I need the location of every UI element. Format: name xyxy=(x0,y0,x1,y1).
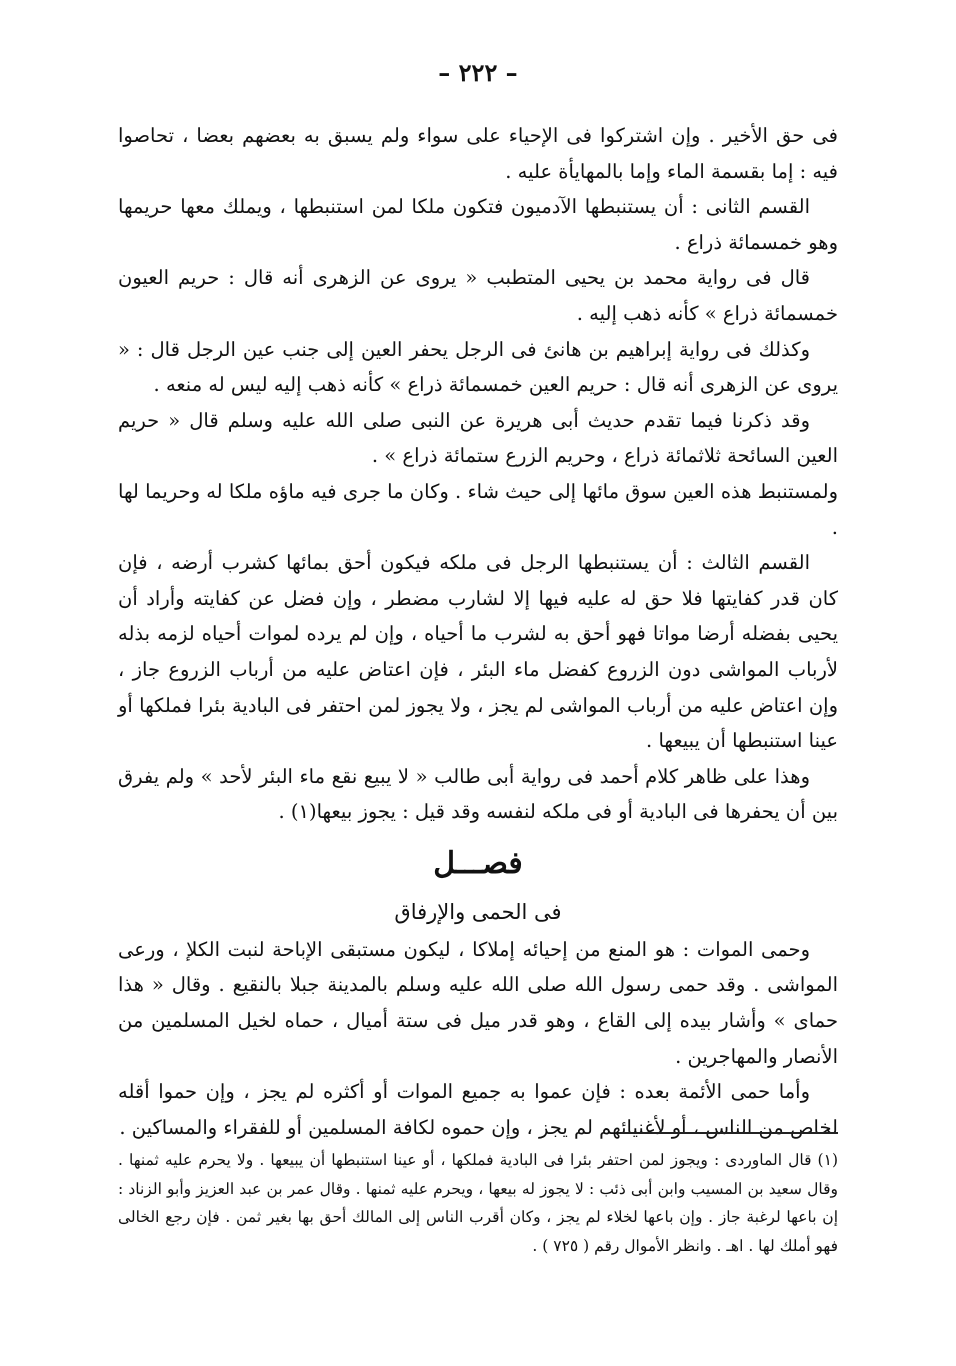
paragraph: وقد ذكرنا فيما تقدم حديث أبى هريرة عن النبى صلى الله عليه وسلم قال « حريم العين السائحة ثلاثمائة ذراع ، وحريم الزرع ستمائة ذراع » . xyxy=(118,408,838,468)
footnotes xyxy=(118,1146,838,1260)
page-number: – ٢٢٢ – xyxy=(438,58,518,87)
paragraph: فى حق الأخير . وإن اشتركوا فى الإحياء على سواء ولم يسبق به بعضهم بعضا ، تحاصوا فيه : إما بقسمة الماء وإما بالمهايأة عليه . xyxy=(118,124,838,183)
paragraph: وهذا على ظاهر كلام أحمد فى رواية أبى طالب « لا يبيع نقع ماء البئر لأحد » ولم يفرق بين أن يحفرها فى البادية أو فى ملكه لنفسه وقد قيل : يجوز بيعها(١) . xyxy=(118,764,838,824)
paragraph: قال فى رواية محمد بن يحيى المتطبب « يروى عن الزهرى أنه قال : حريم العيون خمسمائة ذراع » كأنه ذهب إليه . xyxy=(118,266,838,325)
paragraph: القسم الثانى : أن يستنبطها الآدميون فتكون ملكا لمن استنبطها ، ويملك معها حريمها وهو خمسمائة ذراع . xyxy=(118,195,838,254)
paragraph: وأما حمى الأئمة بعده : فإن عموا به جميع الموات أو أكثره لم يجز ، وإن حموا أقله لخاص من الناس ، أو لأغنيائهم لم يجز ، وإن حموه لكافة المسلمين أو للفقراء والمساكين . xyxy=(118,1080,838,1139)
section-subtitle: فى الحمى والإرفاق xyxy=(394,899,562,924)
footnote: (١) قال الماوردى : ويجوز لمن احتفر بئرا فى البادية فملكها ، أو عينا استنبطها أن يبيعها . ولا يحرم عليه ثمنها . وقال سعيد بن المسيب وابن أبى ذئب : لا يجوز له بيعها ، ويحرم عليه ثمنها . وقال عمر بن عبد العزيز وأبو الزناد : إن باعها لرغبة جاز . وإن باعها لخلاء لم يجز ، وكان أقرب الناس إلى المالك أحق بها بغير ثمن . فإن رجع الخالى فهو أملك لها . اهـ . وانظر الأموال رقم ( ٧٢٥ ) . xyxy=(118,1151,838,1255)
paragraph: ولمستنبط هذه العين سوق مائها إلى حيث شاء . وكان ما جرى فيه ماؤه ملكا له وحريما لها . xyxy=(118,479,838,539)
footnote-divider xyxy=(618,1132,838,1134)
paragraph: القسم الثالث : أن يستنبطها الرجل فى ملكه فيكون أحق بمائها كشرب أرضه ، فإن كان قدر كفايتها فلا حق له عليه فيها إلا لشارب مضطر ، وإن فضل عن كفايته وأراد أن يحيى بفضله أرضا مواتا فهو أحق به لشرب ما أحياه ، وإن لم يرده لموات أحياه لزمه بذله لأرباب المواشى دون الزروع كفضل ماء البئر ، فإن اعتاض عليه من أرباب الزروع جاز ، وإن اعتاض عليه من أرباب المواشى لم يجز ، ولا يجوز لمن احتفر فى البادية بئرا فملكها أو عينا استنبطها أن يبيعها . xyxy=(118,551,838,753)
paragraph: وكذلك فى رواية إبراهيم بن هانئ فى الرجل يحفر العين إلى جنب عين الرجل قال : « يروى عن الزهرى أنه قال : حريم العين خمسمائة ذراع » كأنه ذهب إليه ليس له منعه . xyxy=(118,337,838,397)
section-title: فصـــل xyxy=(433,845,523,881)
main-text xyxy=(118,118,838,1145)
paragraph: وحمى الموات : هو المنع من إحيائه إملاكا ، ليكون مستبقى الإباحة لنبت الكلإ ، ورعى المواشى . وقد حمى رسول الله صلى الله عليه وسلم بالمدينة جبلا بالنقيع . وقال « هذا حماى » وأشار بيده إلى القاع ، وهو قدر ميل فى ستة أميال ، حماه لخيل المسلمين من الأنصار والمهاجرين . xyxy=(118,937,838,1068)
